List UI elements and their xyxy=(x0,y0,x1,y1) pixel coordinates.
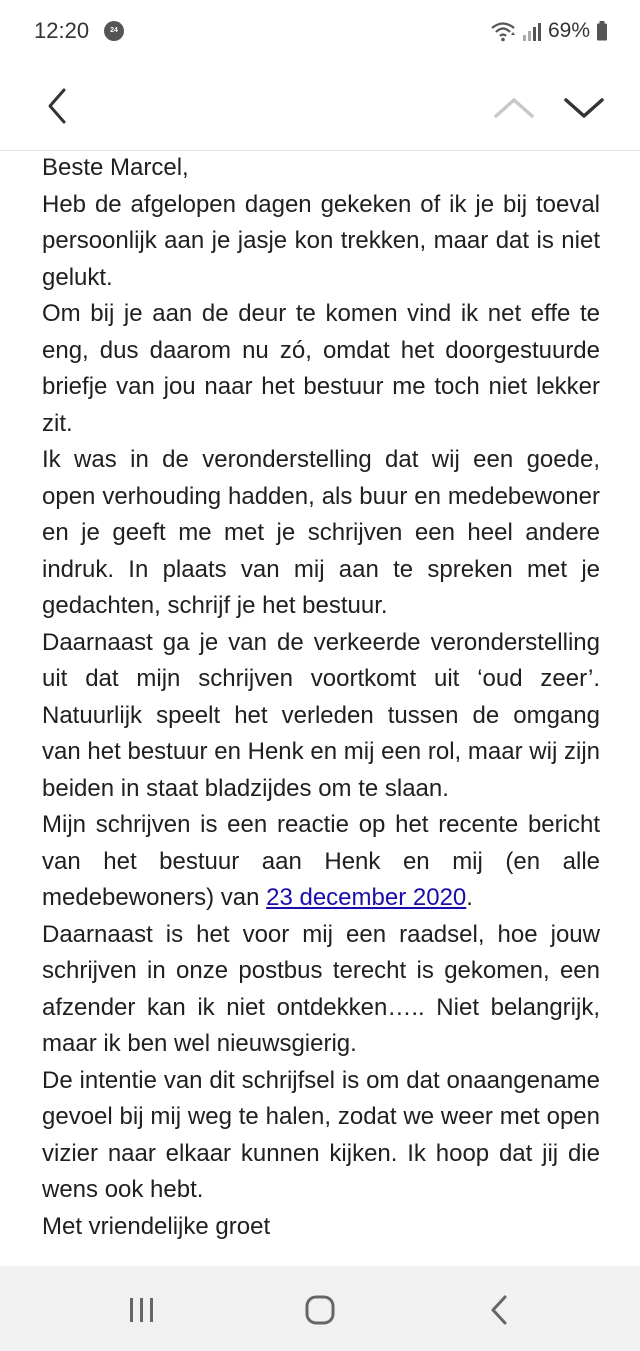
paragraph-5-text: Mijn schrijven is een reactie op het recente bericht van het bestuur aan Henk en mij (en alle medebewoners) van xyxy=(42,811,600,911)
chevron-left-icon xyxy=(30,78,86,134)
chevron-down-icon xyxy=(556,78,612,134)
battery-percentage: 69% xyxy=(547,19,590,42)
app-bar xyxy=(0,64,640,151)
paragraph-7: De intentie van dit schrijfsel is om dat onaangename gevoel bij mij weg te halen, zodat we weer met open vizier naar elkaar kunnen kijken. Ik hoop dat jij die wens ook hebt. xyxy=(42,1066,600,1203)
recents-button[interactable] xyxy=(120,1288,164,1332)
greeting: Beste Marcel, xyxy=(42,154,189,181)
closing: Met vriendelijke groet xyxy=(42,1212,271,1240)
notification-badge-icon: 24 DAILY xyxy=(104,21,124,41)
chevron-up-icon xyxy=(486,78,542,134)
next-message-button[interactable] xyxy=(556,78,612,134)
wifi-icon xyxy=(490,20,516,42)
home-icon xyxy=(298,1288,342,1332)
date-link[interactable]: 23 december 2020 xyxy=(266,884,467,911)
paragraph-4: Daarnaast ga je van de verkeerde veronderstelling uit dat mijn schrijven voortkomt uit ‘oud zeer’. Natuurlijk speelt het verleden tussen de omgang van het bestuur en Henk en mij een rol, maar wij zijn beiden in staat bladzijdes om te slaan. xyxy=(42,628,600,802)
recents-icon xyxy=(120,1288,164,1332)
back-button[interactable] xyxy=(30,78,86,134)
paragraph-5 xyxy=(42,807,600,917)
paragraph-5-end: . xyxy=(466,884,473,911)
previous-message-button[interactable] xyxy=(486,78,542,134)
battery-icon xyxy=(596,20,608,42)
clock: 12:20 xyxy=(34,18,90,43)
back-icon xyxy=(478,1288,522,1332)
navigation-bar xyxy=(0,1266,640,1351)
signal-icon xyxy=(522,20,542,42)
paragraph-6: Daarnaast is het voor mij een raadsel, hoe jouw schrijven in onze postbus terecht is gekomen, een afzender kan ik niet ontdekken….. Niet belangrijk, maar ik ben wel nieuwsgierig. xyxy=(42,920,600,1057)
paragraph-3: Ik was in de veronderstelling dat wij een goede, open verhouding hadden, als buur en medebewoner en je geeft me met je schrijven een heel andere indruk. In plaats van mij aan te spreken met je gedachten, schrijf je het bestuur. xyxy=(42,446,600,619)
home-button[interactable] xyxy=(298,1288,342,1332)
message-body xyxy=(42,150,600,1262)
status-bar xyxy=(0,0,640,64)
paragraph-2: Om bij je aan de deur te komen vind ik net effe te eng, dus daarom nu zó, omdat het doorgestuurde briefje van jou naar het bestuur me toch niet lekker zit. xyxy=(42,300,600,437)
system-icons xyxy=(490,18,608,44)
system-back-button[interactable] xyxy=(478,1288,522,1332)
paragraph-1: Heb de afgelopen dagen gekeken of ik je bij toeval persoonlijk aan je jasje kon trekken, maar dat is niet gelukt. xyxy=(42,190,600,291)
